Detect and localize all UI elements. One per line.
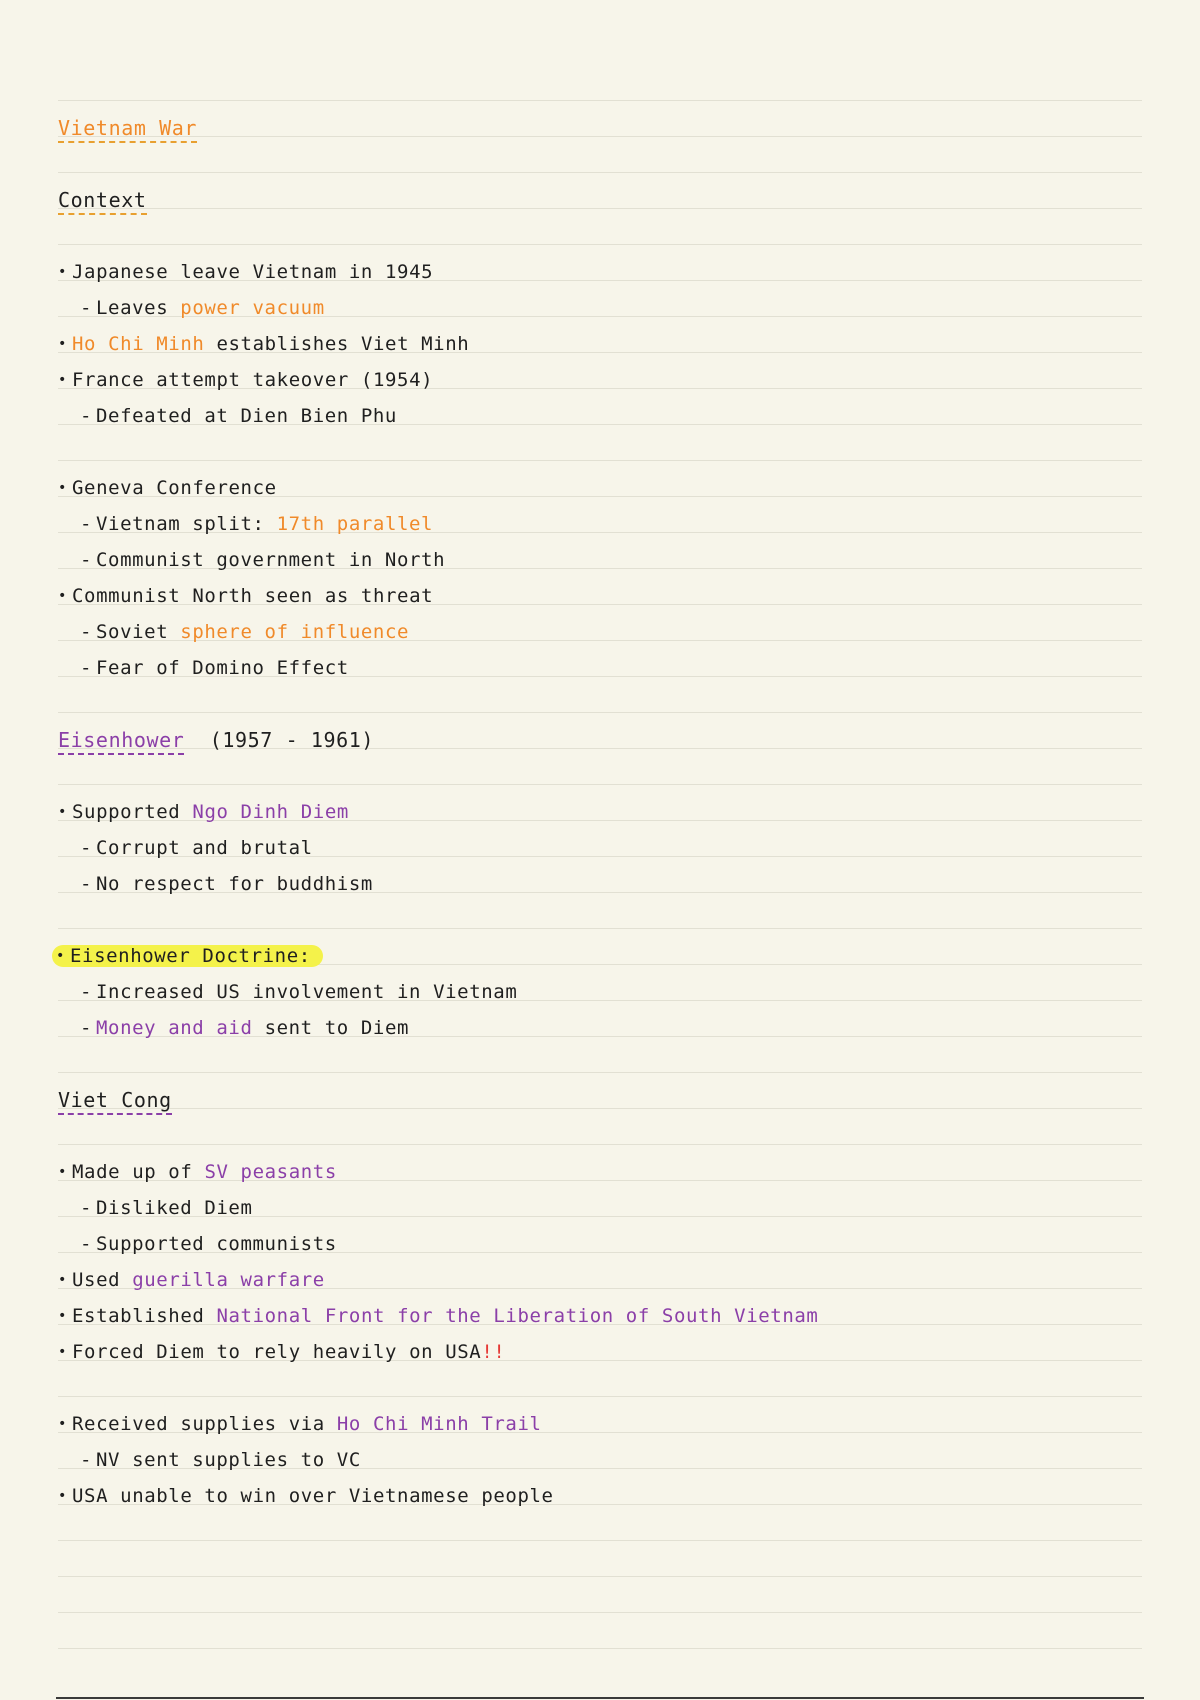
subnote-defeated bbox=[58, 400, 397, 432]
note-highlight-purple: guerilla warfare bbox=[132, 1269, 325, 1291]
subnote-corrupt bbox=[58, 832, 313, 864]
ruled-line bbox=[58, 460, 1142, 461]
note-text: Leaves bbox=[96, 297, 169, 319]
note-received-supplies bbox=[58, 1408, 542, 1440]
ruled-line bbox=[58, 172, 1142, 173]
exclamation-marks: !! bbox=[481, 1341, 506, 1363]
note-text: Increased US involvement in Vietnam bbox=[96, 981, 518, 1003]
ruled-line bbox=[58, 136, 1142, 137]
dash-icon: - bbox=[80, 1449, 93, 1471]
subnote-supported-communists bbox=[58, 1228, 337, 1260]
bullet-icon: • bbox=[58, 1164, 68, 1180]
context-heading-text: Context bbox=[58, 188, 147, 215]
bullet-icon: • bbox=[56, 948, 66, 964]
bullet-icon: • bbox=[58, 1308, 68, 1324]
note-text: Established bbox=[72, 1305, 205, 1327]
dash-icon: - bbox=[80, 1233, 93, 1255]
ruled-line bbox=[58, 1612, 1142, 1613]
note-text: Defeated at Dien Bien Phu bbox=[96, 405, 397, 427]
note-text: Disliked Diem bbox=[96, 1197, 253, 1219]
ruled-line bbox=[58, 1576, 1142, 1577]
subnote-nv-sent-supplies bbox=[58, 1444, 361, 1476]
note-text: Supported bbox=[72, 801, 181, 823]
dash-icon: - bbox=[80, 513, 93, 535]
subnote-domino-effect bbox=[58, 652, 349, 684]
viet-cong-heading-text: Viet Cong bbox=[58, 1088, 172, 1115]
subnote-communist-government bbox=[58, 544, 445, 576]
note-highlight-orange: power vacuum bbox=[180, 297, 325, 319]
ruled-line bbox=[58, 1072, 1142, 1073]
note-communist-threat bbox=[58, 580, 433, 612]
note-highlight-orange: Ho Chi Minh bbox=[72, 333, 205, 355]
eisenhower-years: (1957 - 1961) bbox=[209, 728, 375, 752]
note-text: Received supplies via bbox=[72, 1413, 325, 1435]
note-made-up-of bbox=[58, 1156, 337, 1188]
note-guerilla bbox=[58, 1264, 325, 1296]
ruled-line bbox=[58, 1144, 1142, 1145]
ruled-line bbox=[58, 208, 1142, 209]
bullet-icon: • bbox=[58, 588, 68, 604]
note-text: Fear of Domino Effect bbox=[96, 657, 349, 679]
note-text: NV sent supplies to VC bbox=[96, 1449, 361, 1471]
ruled-line bbox=[58, 928, 1142, 929]
note-geneva bbox=[58, 472, 277, 504]
note-text: Used bbox=[72, 1269, 121, 1291]
dash-icon: - bbox=[80, 297, 93, 319]
note-highlight-orange: 17th parallel bbox=[276, 513, 434, 535]
yellow-highlight bbox=[52, 945, 323, 967]
note-highlight-purple: National Front for the Liberation of South Vietnam bbox=[216, 1305, 819, 1327]
note-text: Made up of bbox=[72, 1161, 193, 1183]
dash-icon: - bbox=[80, 405, 93, 427]
note-eisenhower-doctrine bbox=[58, 940, 323, 972]
dash-icon: - bbox=[80, 837, 93, 859]
subnote-disliked-diem bbox=[58, 1192, 253, 1224]
note-highlight-purple: SV peasants bbox=[204, 1161, 337, 1183]
note-text: USA unable to win over Vietnamese people bbox=[72, 1485, 554, 1507]
dash-icon: - bbox=[80, 1017, 93, 1039]
note-text: sent to Diem bbox=[264, 1017, 410, 1039]
section-heading-context bbox=[58, 184, 147, 216]
dash-icon: - bbox=[80, 1197, 93, 1219]
note-text: establishes Viet Minh bbox=[216, 333, 470, 355]
note-highlight-purple: Ho Chi Minh Trail bbox=[336, 1413, 542, 1435]
subnote-vietnam-split bbox=[58, 508, 433, 540]
subnote-buddhism bbox=[58, 868, 373, 900]
bullet-icon: • bbox=[58, 336, 68, 352]
ruled-line bbox=[58, 1648, 1142, 1649]
bullet-icon: • bbox=[58, 480, 68, 496]
subnote-soviet-sphere bbox=[58, 616, 409, 648]
dash-icon: - bbox=[80, 621, 93, 643]
ruled-line bbox=[58, 784, 1142, 785]
note-supported-diem bbox=[58, 796, 349, 828]
dash-icon: - bbox=[80, 549, 93, 571]
subnote-leaves-power-vacuum bbox=[58, 292, 325, 324]
ruled-line bbox=[58, 244, 1142, 245]
note-text: Geneva Conference bbox=[72, 477, 277, 499]
note-japanese-leave bbox=[58, 256, 433, 288]
dash-icon: - bbox=[80, 873, 93, 895]
note-text: Forced Diem to rely heavily on USA bbox=[72, 1341, 482, 1363]
subnote-increased-involvement bbox=[58, 976, 517, 1008]
ruled-line bbox=[58, 1396, 1142, 1397]
bullet-icon: • bbox=[58, 1416, 68, 1432]
note-established-nlf bbox=[58, 1300, 818, 1332]
ruled-line bbox=[58, 1540, 1142, 1541]
note-text: Japanese leave Vietnam in 1945 bbox=[72, 261, 434, 283]
ruled-line bbox=[58, 1108, 1142, 1109]
note-text: Corrupt and brutal bbox=[96, 837, 313, 859]
note-ho-chi-minh bbox=[58, 328, 469, 360]
note-highlight-purple: Money and aid bbox=[96, 1017, 253, 1039]
note-text: Supported communists bbox=[96, 1233, 337, 1255]
note-text: Eisenhower Doctrine: bbox=[70, 945, 311, 967]
bullet-icon: • bbox=[58, 1344, 68, 1360]
dash-icon: - bbox=[80, 657, 93, 679]
note-highlight-purple: Ngo Dinh Diem bbox=[192, 801, 349, 823]
bullet-icon: • bbox=[58, 804, 68, 820]
note-france-attempt bbox=[58, 364, 433, 396]
dash-icon: - bbox=[80, 981, 93, 1003]
eisenhower-heading-text: Eisenhower bbox=[58, 728, 184, 755]
note-highlight-orange: sphere of influence bbox=[180, 621, 410, 643]
note-text: Communist government in North bbox=[96, 549, 446, 571]
bullet-icon: • bbox=[58, 1272, 68, 1288]
ruled-line bbox=[58, 100, 1142, 101]
title-text: Vietnam War bbox=[58, 116, 197, 143]
note-text: Communist North seen as threat bbox=[72, 585, 434, 607]
note-text: Vietnam split: bbox=[96, 513, 265, 535]
bullet-icon: • bbox=[58, 1488, 68, 1504]
note-text: France attempt takeover (1954) bbox=[72, 369, 434, 391]
section-heading-viet-cong bbox=[58, 1084, 172, 1116]
bullet-icon: • bbox=[58, 264, 68, 280]
section-heading-eisenhower bbox=[58, 724, 374, 756]
note-text: No respect for buddhism bbox=[96, 873, 373, 895]
bullet-icon: • bbox=[58, 372, 68, 388]
note-usa-unable bbox=[58, 1480, 554, 1512]
note-text: Soviet bbox=[96, 621, 169, 643]
note-forced-diem bbox=[58, 1336, 505, 1368]
ruled-line bbox=[58, 712, 1142, 713]
page-bottom-rule bbox=[56, 1697, 1144, 1699]
subnote-money-aid bbox=[58, 1012, 409, 1044]
page-title bbox=[58, 112, 197, 144]
